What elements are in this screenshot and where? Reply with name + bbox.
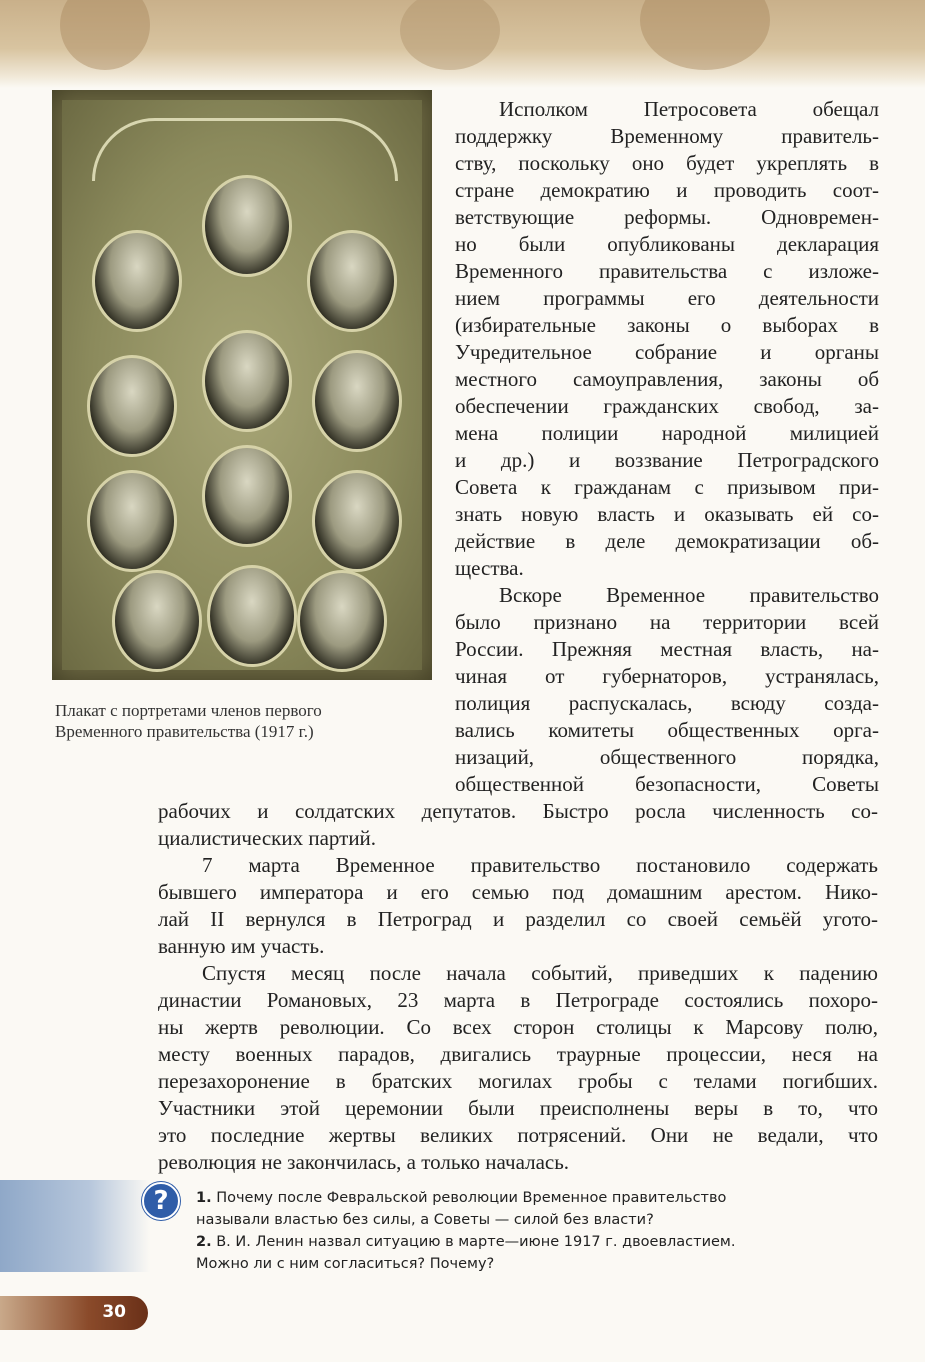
text-line: и др.) и воззвание Петроградского xyxy=(455,448,879,472)
text-line: мена полиции народной милицией xyxy=(455,421,879,445)
text-line: Совета к гражданам с призывом при- xyxy=(455,475,879,499)
text-line: стране демократию и проводить соот- xyxy=(455,178,879,202)
text-line: России. Прежняя местная власть, на- xyxy=(455,637,879,661)
question-text: Можно ли с ним согласиться? Почему? xyxy=(196,1256,495,1272)
text-line: Временного правительства с изложе- xyxy=(455,259,879,283)
figure-caption xyxy=(55,700,322,742)
right-text-column xyxy=(455,96,879,798)
portrait xyxy=(202,445,292,547)
portrait xyxy=(297,570,387,672)
portrait xyxy=(307,230,397,332)
decorative-header xyxy=(0,0,925,88)
text-line: низаций, общественного порядка, xyxy=(455,745,879,769)
text-line: циалистических партий. xyxy=(158,826,377,850)
review-questions xyxy=(196,1187,735,1275)
text-line: вались комитеты общественных орга- xyxy=(455,718,879,742)
caption-line: Временного правительства (1917 г.) xyxy=(55,722,314,741)
text-line: бывшего императора и его семью под домашним арестом. Нико- xyxy=(158,880,878,904)
text-line: месту военных парадов, двигались траурные процессии, неся на xyxy=(158,1042,878,1066)
text-line: ны жертв революции. Со всех сторон столицы к Марсову полю, xyxy=(158,1015,878,1039)
text-line: (избирательные законы о выборах в xyxy=(455,313,879,337)
text-line: это последние жертвы великих потрясений. Они не ведали, что xyxy=(158,1123,878,1147)
page-number-tab xyxy=(0,1296,148,1330)
question-number: 2. xyxy=(196,1234,212,1250)
text-line: ству, поскольку оно будет укреплять в xyxy=(455,151,879,175)
portrait xyxy=(87,355,177,457)
portrait xyxy=(202,175,292,277)
text-line: щества. xyxy=(455,556,524,580)
portrait xyxy=(312,350,402,452)
poster-image xyxy=(52,90,432,680)
text-line: обеспечении гражданских свобод, за- xyxy=(455,394,879,418)
portrait xyxy=(202,330,292,432)
text-line: перезахоронение в братских могилах гробы с телами погибших. xyxy=(158,1069,878,1093)
question-text: Почему после Февральской революции Временное правительство xyxy=(216,1190,727,1206)
text-line: лай II вернулся в Петроград и разделил со своей семьёй угото- xyxy=(158,907,878,931)
questions-panel-decor xyxy=(0,1180,150,1272)
question-number: 1. xyxy=(196,1190,212,1206)
text-line: рабочих и солдатских депутатов. Быстро росла численность со- xyxy=(158,799,878,823)
portrait xyxy=(312,470,402,572)
text-line: ванную им участь. xyxy=(158,934,325,958)
text-line: местного самоуправления, законы об xyxy=(455,367,879,391)
question-text: называли властью без силы, а Советы — силой без власти? xyxy=(196,1212,654,1228)
text-line: знать новую власть и оказывать ей со- xyxy=(455,502,879,526)
text-line: общественной безопасности, Советы xyxy=(455,772,879,796)
text-line: 7 марта Временное правительство постановило содержать xyxy=(202,853,878,877)
text-line: Учредительное собрание и органы xyxy=(455,340,879,364)
portrait xyxy=(87,470,177,572)
text-line: поддержку Временному правитель- xyxy=(455,124,879,148)
caption-line: Плакат с портретами членов первого xyxy=(55,701,322,720)
poster-banner xyxy=(92,118,398,181)
ornament xyxy=(60,0,150,70)
text-line: но были опубликованы декларация xyxy=(455,232,879,256)
text-line: династии Романовых, 23 марта в Петрограде состоялись похоро- xyxy=(158,988,878,1012)
text-line: чиная от губернаторов, устранялась, xyxy=(455,664,879,688)
ornament xyxy=(400,0,500,70)
portrait xyxy=(207,565,297,667)
text-line: ветствующие реформы. Одновремен- xyxy=(455,205,879,229)
question-text: В. И. Ленин назвал ситуацию в марте—июне 1917 г. двоевластием. xyxy=(216,1234,736,1250)
text-line: Спустя месяц после начала событий, приведших к падению xyxy=(202,961,878,985)
text-line: полиция распускалась, всюду созда- xyxy=(455,691,879,715)
ornament xyxy=(640,0,770,70)
text-line: нием программы его деятельности xyxy=(455,286,879,310)
portrait xyxy=(112,570,202,672)
text-line: Вскоре Временное правительство xyxy=(499,583,879,607)
text-line: действие в деле демократизации об- xyxy=(455,529,879,553)
question-1 xyxy=(196,1187,735,1209)
page-number: 30 xyxy=(102,1302,126,1322)
portrait xyxy=(92,230,182,332)
text-line: революция не закончилась, а только началась. xyxy=(158,1150,570,1174)
question-icon: ? xyxy=(142,1182,180,1220)
text-line: Исполком Петросовета обещал xyxy=(499,97,879,121)
text-line: Участники этой церемонии были преисполнены веры в то, что xyxy=(158,1096,878,1120)
question-2 xyxy=(196,1231,735,1253)
main-text-column xyxy=(158,798,878,1176)
text-line: было признано на территории всей xyxy=(455,610,879,634)
